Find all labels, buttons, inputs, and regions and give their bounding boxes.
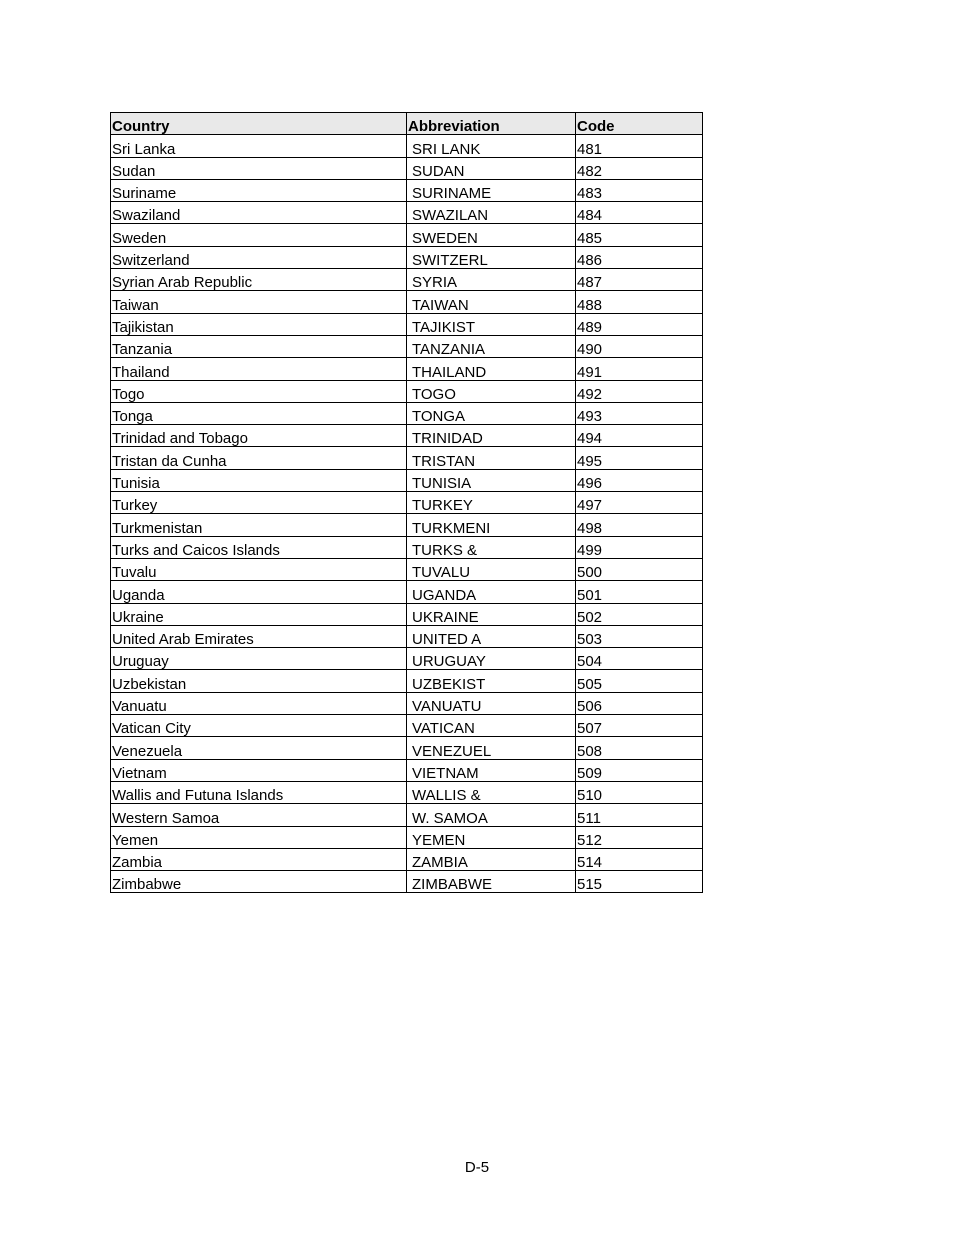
cell-country: Vietnam	[111, 759, 407, 781]
cell-country: Tonga	[111, 402, 407, 424]
cell-abbreviation: SYRIA	[407, 269, 576, 291]
cell-code: 495	[576, 447, 703, 469]
cell-code: 498	[576, 514, 703, 536]
cell-code: 500	[576, 558, 703, 580]
cell-country: Taiwan	[111, 291, 407, 313]
table-row	[111, 670, 703, 692]
cell-abbreviation: W. SAMOA	[407, 804, 576, 826]
table-row	[111, 269, 703, 291]
column-header-code: Code	[576, 113, 703, 135]
table-row	[111, 558, 703, 580]
table-row	[111, 335, 703, 357]
cell-country: Turks and Caicos Islands	[111, 536, 407, 558]
cell-code: 508	[576, 737, 703, 759]
table-row	[111, 358, 703, 380]
cell-country: Switzerland	[111, 246, 407, 268]
table-row	[111, 179, 703, 201]
cell-code: 491	[576, 358, 703, 380]
cell-abbreviation: SWAZILAN	[407, 202, 576, 224]
cell-country: Vatican City	[111, 715, 407, 737]
cell-abbreviation: ZIMBABWE	[407, 871, 576, 893]
cell-country: Syrian Arab Republic	[111, 269, 407, 291]
cell-code: 512	[576, 826, 703, 848]
cell-code: 486	[576, 246, 703, 268]
cell-abbreviation: THAILAND	[407, 358, 576, 380]
table-row	[111, 425, 703, 447]
cell-code: 485	[576, 224, 703, 246]
cell-abbreviation: TANZANIA	[407, 335, 576, 357]
cell-country: Venezuela	[111, 737, 407, 759]
cell-code: 509	[576, 759, 703, 781]
cell-abbreviation: WALLIS &	[407, 781, 576, 803]
cell-abbreviation: TAJIKIST	[407, 313, 576, 335]
cell-abbreviation: TURKMENI	[407, 514, 576, 536]
cell-code: 496	[576, 469, 703, 491]
table-row	[111, 291, 703, 313]
page-number: D-5	[464, 1159, 490, 1176]
table-row	[111, 536, 703, 558]
cell-abbreviation: SWEDEN	[407, 224, 576, 246]
cell-country: Zimbabwe	[111, 871, 407, 893]
cell-country: Uzbekistan	[111, 670, 407, 692]
table-row	[111, 202, 703, 224]
cell-country: Tristan da Cunha	[111, 447, 407, 469]
table-row	[111, 759, 703, 781]
cell-abbreviation: TURKEY	[407, 492, 576, 514]
table-row	[111, 246, 703, 268]
cell-country: Tunisia	[111, 469, 407, 491]
cell-country: Turkey	[111, 492, 407, 514]
table-row	[111, 224, 703, 246]
cell-abbreviation: UNITED A	[407, 625, 576, 647]
cell-code: 503	[576, 625, 703, 647]
table-row	[111, 313, 703, 335]
table-row	[111, 157, 703, 179]
cell-country: Tajikistan	[111, 313, 407, 335]
cell-code: 497	[576, 492, 703, 514]
table-row	[111, 648, 703, 670]
table-row	[111, 625, 703, 647]
cell-code: 515	[576, 871, 703, 893]
cell-country: Yemen	[111, 826, 407, 848]
cell-abbreviation: TOGO	[407, 380, 576, 402]
table-row	[111, 692, 703, 714]
cell-country: Ukraine	[111, 603, 407, 625]
cell-country: Tuvalu	[111, 558, 407, 580]
cell-code: 482	[576, 157, 703, 179]
cell-abbreviation: TONGA	[407, 402, 576, 424]
table-row	[111, 848, 703, 870]
cell-country: Uruguay	[111, 648, 407, 670]
table-row	[111, 603, 703, 625]
cell-country: Vanuatu	[111, 692, 407, 714]
cell-code: 488	[576, 291, 703, 313]
cell-country: United Arab Emirates	[111, 625, 407, 647]
cell-country: Swaziland	[111, 202, 407, 224]
cell-country: Zambia	[111, 848, 407, 870]
cell-abbreviation: VATICAN	[407, 715, 576, 737]
cell-abbreviation: YEMEN	[407, 826, 576, 848]
cell-code: 484	[576, 202, 703, 224]
cell-abbreviation: URUGUAY	[407, 648, 576, 670]
table-row	[111, 871, 703, 893]
cell-abbreviation: TUNISIA	[407, 469, 576, 491]
cell-code: 481	[576, 135, 703, 157]
table-row	[111, 402, 703, 424]
cell-country: Wallis and Futuna Islands	[111, 781, 407, 803]
table-row	[111, 781, 703, 803]
cell-abbreviation: VENEZUEL	[407, 737, 576, 759]
table-body	[111, 135, 703, 893]
table-row	[111, 469, 703, 491]
table-row	[111, 737, 703, 759]
cell-country: Turkmenistan	[111, 514, 407, 536]
cell-code: 514	[576, 848, 703, 870]
cell-code: 504	[576, 648, 703, 670]
cell-abbreviation: TRISTAN	[407, 447, 576, 469]
cell-code: 487	[576, 269, 703, 291]
table-row	[111, 514, 703, 536]
cell-abbreviation: UGANDA	[407, 581, 576, 603]
table-row	[111, 804, 703, 826]
cell-code: 494	[576, 425, 703, 447]
cell-country: Western Samoa	[111, 804, 407, 826]
cell-code: 507	[576, 715, 703, 737]
cell-code: 492	[576, 380, 703, 402]
cell-abbreviation: SWITZERL	[407, 246, 576, 268]
column-header-country: Country	[111, 113, 407, 135]
cell-abbreviation: TRINIDAD	[407, 425, 576, 447]
cell-abbreviation: SRI LANK	[407, 135, 576, 157]
cell-code: 493	[576, 402, 703, 424]
cell-code: 511	[576, 804, 703, 826]
table-row	[111, 826, 703, 848]
cell-abbreviation: TURKS &	[407, 536, 576, 558]
table-row	[111, 135, 703, 157]
cell-code: 510	[576, 781, 703, 803]
cell-abbreviation: TUVALU	[407, 558, 576, 580]
cell-code: 502	[576, 603, 703, 625]
column-header-abbreviation: Abbreviation	[407, 113, 576, 135]
country-code-table	[110, 112, 703, 893]
cell-abbreviation: TAIWAN	[407, 291, 576, 313]
cell-code: 489	[576, 313, 703, 335]
cell-country: Tanzania	[111, 335, 407, 357]
cell-code: 499	[576, 536, 703, 558]
cell-country: Togo	[111, 380, 407, 402]
cell-abbreviation: UZBEKIST	[407, 670, 576, 692]
cell-country: Suriname	[111, 179, 407, 201]
cell-code: 505	[576, 670, 703, 692]
table-row	[111, 715, 703, 737]
table-row	[111, 447, 703, 469]
cell-abbreviation: VIETNAM	[407, 759, 576, 781]
cell-abbreviation: UKRAINE	[407, 603, 576, 625]
cell-abbreviation: ZAMBIA	[407, 848, 576, 870]
cell-country: Thailand	[111, 358, 407, 380]
cell-country: Uganda	[111, 581, 407, 603]
table-header-row	[111, 113, 703, 135]
cell-code: 490	[576, 335, 703, 357]
table-row	[111, 380, 703, 402]
cell-code: 506	[576, 692, 703, 714]
cell-abbreviation: SUDAN	[407, 157, 576, 179]
cell-code: 483	[576, 179, 703, 201]
cell-abbreviation: VANUATU	[407, 692, 576, 714]
cell-country: Sudan	[111, 157, 407, 179]
table-row	[111, 581, 703, 603]
cell-country: Sweden	[111, 224, 407, 246]
cell-country: Sri Lanka	[111, 135, 407, 157]
table-row	[111, 492, 703, 514]
cell-country: Trinidad and Tobago	[111, 425, 407, 447]
cell-abbreviation: SURINAME	[407, 179, 576, 201]
cell-code: 501	[576, 581, 703, 603]
